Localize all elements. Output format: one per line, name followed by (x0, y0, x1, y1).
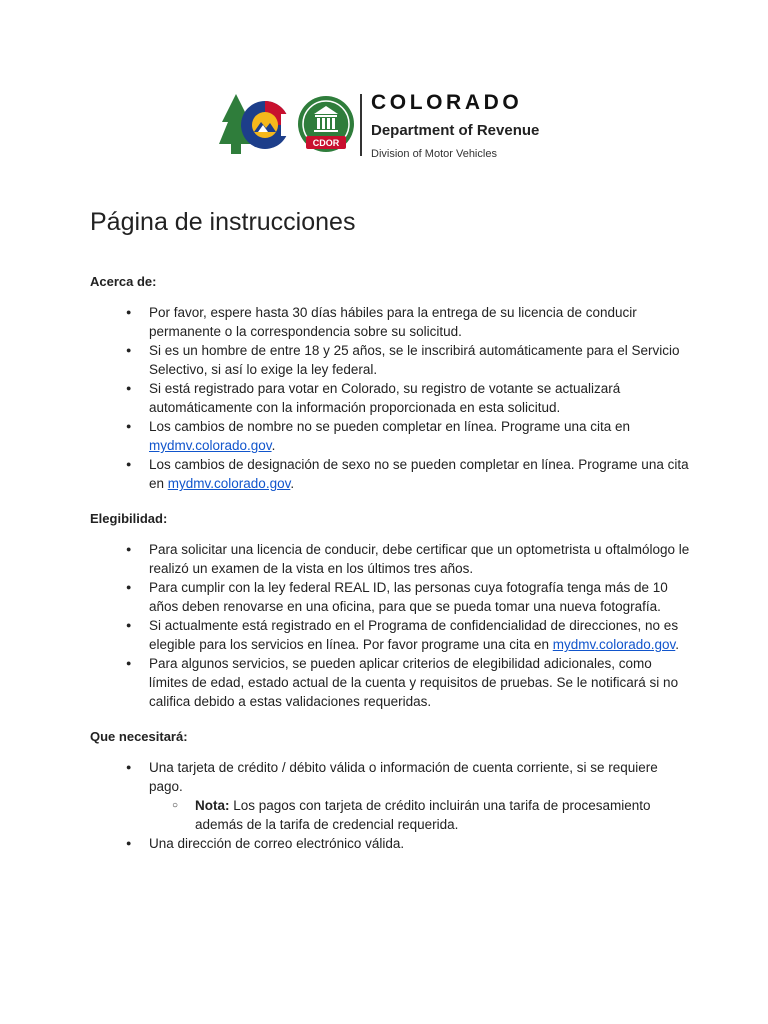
list-item-text: Si actualmente está registrado en el Programa de confidencialidad de direcciones, no es elegible para los servicios en línea. Por favor programe una cita en (149, 618, 679, 652)
eligibility-list (90, 540, 690, 711)
list-item (90, 417, 690, 455)
sub-list (149, 796, 690, 834)
cdor-seal-text: CDOR (312, 138, 340, 148)
list-item: ● Una dirección de correo electrónico válida. (90, 834, 690, 853)
mydmv-link[interactable]: mydmv.colorado.gov (149, 438, 272, 453)
list-item: ● Para algunos servicios, se pueden aplicar criterios de elegibilidad adicionales, como límites de edad, estado actual de la cuenta y requisitos de pruebas. Se le notificará si no califica debido a estas validaciones requeridas. (90, 654, 690, 711)
list-item-punct: . (271, 438, 276, 453)
note-text: Los pagos con tarjeta de crédito incluirán una tarifa de procesamiento además de la tarifa de credencial requerida. (195, 798, 651, 832)
list-item: ● Si es un hombre de entre 18 y 25 años, se le inscribirá automáticamente para el Servicio Selectivo, si así lo exige la ley federal. (90, 341, 690, 379)
page-header (0, 88, 768, 160)
list-item: ● Por favor, espere hasta 30 días hábiles para la entrega de su licencia de conducir permanente o la correspondencia sobre su solicitud. (90, 303, 690, 341)
mydmv-link[interactable]: mydmv.colorado.gov (167, 476, 291, 491)
org-department: Department of Revenue (371, 122, 540, 139)
colorado-logo-icon (218, 92, 294, 158)
needs-list (90, 758, 690, 853)
list-item (90, 616, 690, 654)
list-item: ● Para cumplir con la ley federal REAL ID, las personas cuya fotografía tenga más de 10 años deben renovarse en una oficina, para que se pueda tomar una nueva fotografía. (90, 578, 690, 616)
org-title: COLORADO (371, 91, 523, 114)
list-item-punct: . (675, 637, 680, 652)
org-division: Division of Motor Vehicles (371, 148, 497, 160)
section-title-about: Acerca de: (90, 274, 157, 289)
list-item-text: Los cambios de nombre no se pueden completar en línea. Programe una cita en (149, 419, 631, 434)
about-list (90, 303, 690, 493)
sub-list-item (149, 796, 690, 834)
header-divider (360, 94, 362, 156)
list-item-punct: . (290, 476, 295, 491)
section-title-needs: Que necesitará: (90, 729, 188, 744)
cdor-seal-icon (296, 94, 356, 156)
list-item: ● Si está registrado para votar en Colorado, su registro de votante se actualizará automáticamente con la información proporcionada en esta solicitud. (90, 379, 690, 417)
note-label: Nota: (195, 798, 230, 813)
list-item (90, 758, 690, 834)
list-item-text: Una tarjeta de crédito / débito válida o información de cuenta corriente, si se requiere pago. (149, 760, 658, 794)
section-title-eligibility: Elegibilidad: (90, 511, 168, 526)
mydmv-link[interactable]: mydmv.colorado.gov (552, 637, 676, 652)
list-item: ● Para solicitar una licencia de conducir, debe certificar que un optometrista u oftalmólogo le realizó un examen de la vista en los últimos tres años. (90, 540, 690, 578)
document-body (90, 205, 690, 870)
list-item (90, 455, 690, 493)
page-title: Página de instrucciones (90, 208, 356, 236)
list-item-text: Los cambios de designación de sexo no se pueden completar en línea. Programe una cita en (149, 457, 689, 491)
